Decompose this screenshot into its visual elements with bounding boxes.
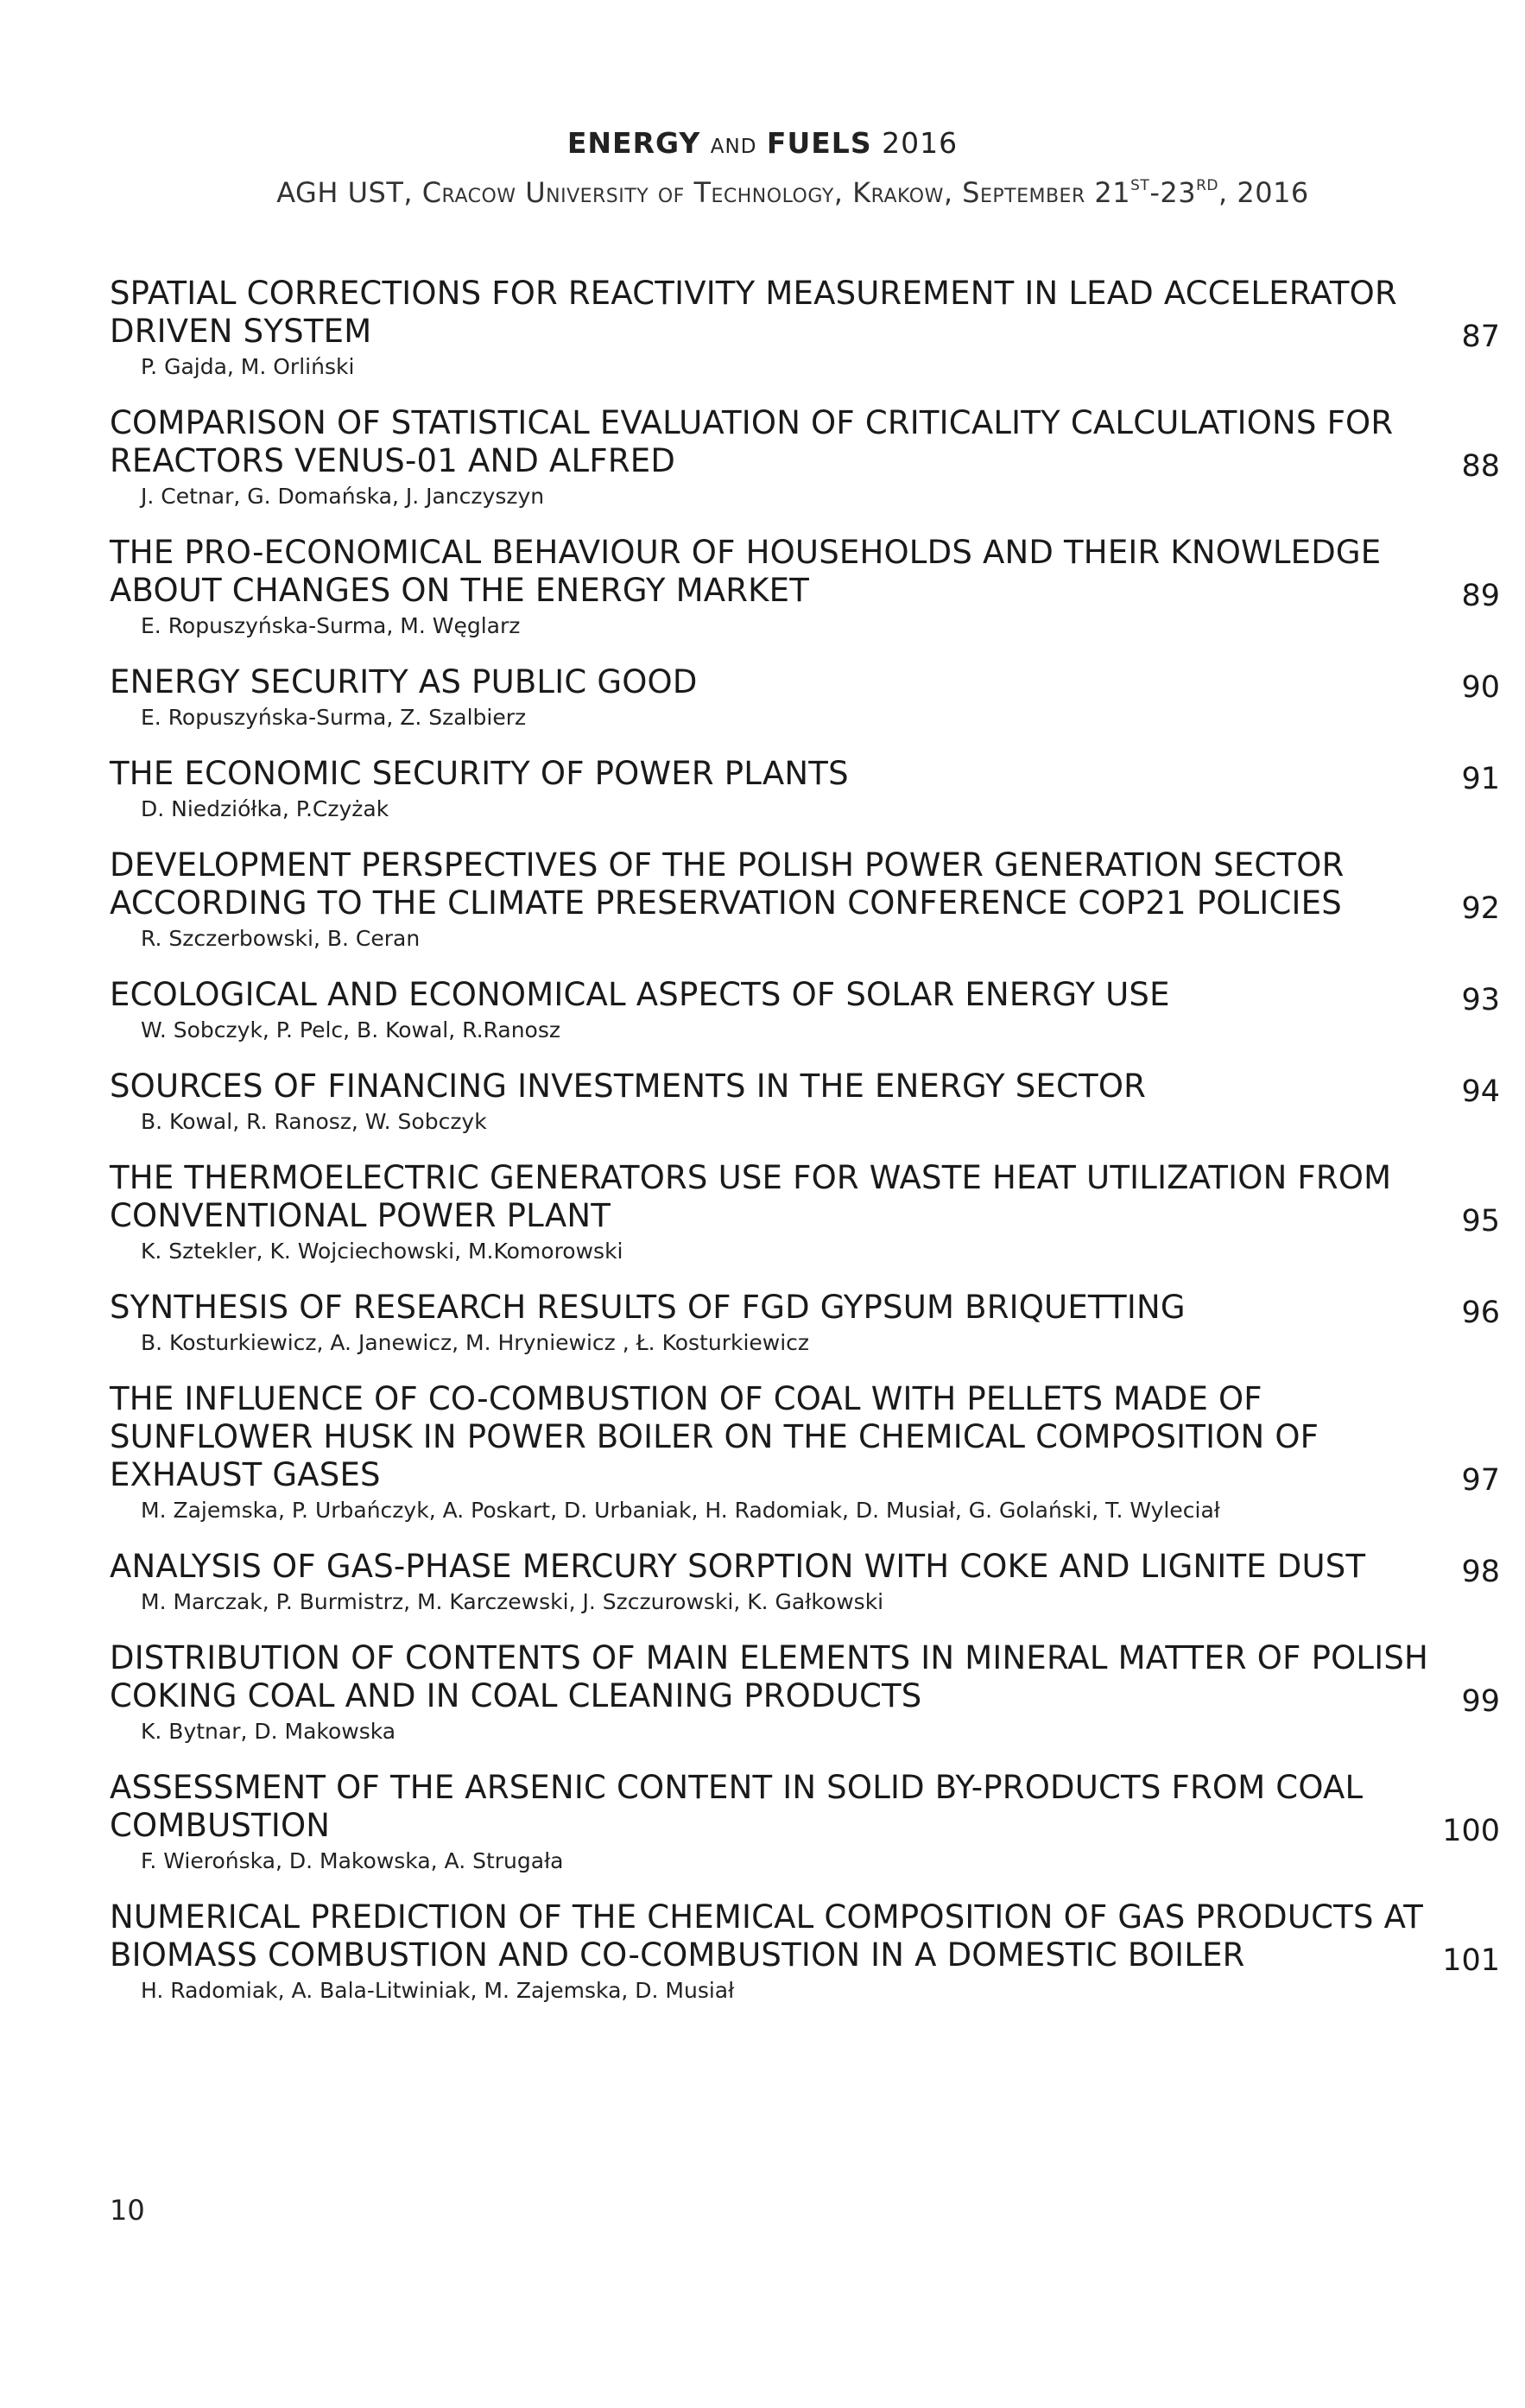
toc-entry	[110, 1548, 1500, 1617]
toc-entry	[110, 534, 1500, 641]
toc-entry-title: ASSESSMENT OF THE ARSENIC CONTENT IN SOLID BY-PRODUCTS FROM COAL COMBUSTION	[110, 1769, 1364, 1844]
toc-entry	[110, 275, 1500, 382]
toc-entry-authors: E. Ropuszyńska-Surma, M. Węglarz	[141, 613, 521, 638]
toc-entry-authors: M. Zajemska, P. Urbańczyk, A. Poskart, D. Urbaniak, H. Radomiak, D. Musiał, G. Golański, T. Wyleciał	[141, 1498, 1220, 1523]
toc-entry-page-number: 89	[1461, 579, 1500, 613]
toc-entry-page-number: 87	[1461, 320, 1500, 354]
toc-entry-title: ANALYSIS OF GAS-PHASE MERCURY SORPTION WITH COKE AND LIGNITE DUST	[110, 1548, 1366, 1585]
toc-entry	[110, 846, 1500, 954]
toc-entry-title: DEVELOPMENT PERSPECTIVES OF THE POLISH POWER GENERATION SECTOR ACCORDING TO THE CLIMATE PRESERVATION CONFERENCE COP21 POLICIES	[110, 846, 1345, 922]
toc-entry-authors: F. Wierońska, D. Makowska, A. Strugała	[141, 1848, 564, 1873]
toc-entry-authors: E. Ropuszyńska-Surma, Z. Szalbierz	[141, 705, 527, 730]
toc-entry-page-number: 96	[1461, 1296, 1500, 1330]
toc-entry	[110, 404, 1500, 511]
subtitle-main: Cracow University of Technology, Krakow, September	[421, 176, 1085, 209]
toc-entry-title: THE THERMOELECTRIC GENERATORS USE FOR WASTE HEAT UTILIZATION FROM CONVENTIONAL POWER PLANT	[110, 1159, 1392, 1234]
toc-entry-authors: P. Gajda, M. Orliński	[141, 354, 355, 379]
subtitle-date-separator: -23	[1149, 176, 1197, 209]
toc-entry-authors: W. Sobczyk, P. Pelc, B. Kowal, R.Ranosz	[141, 1017, 560, 1042]
toc-entry-title: THE ECONOMIC SECURITY OF POWER PLANTS	[110, 755, 849, 792]
toc-entry	[110, 1159, 1500, 1266]
conference-title-and: AND	[710, 136, 757, 158]
conference-subtitle	[0, 176, 1525, 209]
toc-entry	[110, 976, 1500, 1045]
toc-entry-authors: K. Sztekler, K. Wojciechowski, M.Komorowski	[141, 1239, 623, 1264]
toc-entry	[110, 663, 1500, 732]
toc-entry	[110, 1289, 1500, 1358]
toc-entry-page-number: 100	[1442, 1814, 1500, 1848]
toc-entry	[110, 755, 1500, 824]
conference-title-fuels: FUELS	[766, 126, 872, 160]
toc-entry-page-number: 98	[1461, 1555, 1500, 1589]
toc-entry-title: THE INFLUENCE OF CO-COMBUSTION OF COAL WITH PELLETS MADE OF SUNFLOWER HUSK IN POWER BOILER ON THE CHEMICAL COMPOSITION OF EXHAUST GASES	[110, 1380, 1319, 1493]
toc-entry	[110, 1769, 1500, 1876]
toc-entry-page-number: 90	[1461, 670, 1500, 705]
conference-title-year: 2016	[882, 126, 959, 160]
toc-entry-title: DISTRIBUTION OF CONTENTS OF MAIN ELEMENTS IN MINERAL MATTER OF POLISH COKING COAL AND IN COAL CLEANING PRODUCTS	[110, 1639, 1429, 1714]
toc-entry-authors: K. Bytnar, D. Makowska	[141, 1719, 396, 1744]
toc-entry-title: SYNTHESIS OF RESEARCH RESULTS OF FGD GYPSUM BRIQUETTING	[110, 1289, 1186, 1326]
toc-entry-page-number: 95	[1461, 1204, 1500, 1239]
toc-entry-title: SPATIAL CORRECTIONS FOR REACTIVITY MEASUREMENT IN LEAD ACCELERATOR DRIVEN SYSTEM	[110, 275, 1397, 350]
toc-entry-page-number: 93	[1461, 983, 1500, 1017]
toc-entry-page-number: 88	[1461, 449, 1500, 484]
toc-entry	[110, 1068, 1500, 1137]
toc-entry	[110, 1898, 1500, 2006]
toc-entry-page-number: 99	[1461, 1684, 1500, 1719]
toc-entry-title: ECOLOGICAL AND ECONOMICAL ASPECTS OF SOLAR ENERGY USE	[110, 976, 1170, 1013]
subtitle-year: , 2016	[1218, 176, 1309, 209]
toc-entry-page-number: 94	[1461, 1074, 1500, 1109]
subtitle-date-start: 21	[1094, 176, 1131, 209]
toc-entry-authors: H. Radomiak, A. Bala-Litwiniak, M. Zajemska, D. Musiał	[141, 1978, 735, 2003]
conference-title	[0, 126, 1525, 160]
toc-entry-page-number: 97	[1461, 1463, 1500, 1498]
toc-entry-title: COMPARISON OF STATISTICAL EVALUATION OF CRITICALITY CALCULATIONS FOR REACTORS VENUS-01 AND ALFRED	[110, 404, 1394, 479]
toc-entry-authors: R. Szczerbowski, B. Ceran	[141, 926, 421, 951]
toc-entry-authors: M. Marczak, P. Burmistrz, M. Karczewski, J. Szczurowski, K. Gałkowski	[141, 1589, 884, 1614]
toc-entry-title: SOURCES OF FINANCING INVESTMENTS IN THE ENERGY SECTOR	[110, 1068, 1147, 1105]
subtitle-prefix: AGH UST,	[276, 176, 414, 209]
toc-entry-page-number: 101	[1442, 1943, 1500, 1978]
toc-entry-page-number: 92	[1461, 891, 1500, 926]
toc-entry-title: THE PRO-ECONOMICAL BEHAVIOUR OF HOUSEHOLDS AND THEIR KNOWLEDGE ABOUT CHANGES ON THE ENERGY MARKET	[110, 534, 1382, 609]
toc-entry	[110, 1639, 1500, 1746]
page-number: 10	[110, 2194, 145, 2227]
conference-title-energy: ENERGY	[566, 126, 701, 160]
toc-entry-page-number: 91	[1461, 762, 1500, 796]
subtitle-date-start-suffix: ST	[1130, 177, 1150, 195]
toc-entry-title: ENERGY SECURITY AS PUBLIC GOOD	[110, 663, 698, 700]
toc-entry-authors: D. Niedziółka, P.Czyżak	[141, 796, 389, 821]
table-of-contents	[110, 275, 1500, 2028]
toc-entry-authors: B. Kosturkiewicz, A. Janewicz, M. Hryniewicz , Ł. Kosturkiewicz	[141, 1330, 810, 1355]
toc-entry-authors: J. Cetnar, G. Domańska, J. Janczyszyn	[141, 484, 545, 509]
toc-entry-authors: B. Kowal, R. Ranosz, W. Sobczyk	[141, 1109, 487, 1134]
toc-entry	[110, 1380, 1500, 1525]
subtitle-date-end-suffix: RD	[1196, 177, 1218, 195]
toc-entry-title: NUMERICAL PREDICTION OF THE CHEMICAL COMPOSITION OF GAS PRODUCTS AT BIOMASS COMBUSTION AND CO-COMBUSTION IN A DOMESTIC BOILER	[110, 1898, 1424, 1974]
